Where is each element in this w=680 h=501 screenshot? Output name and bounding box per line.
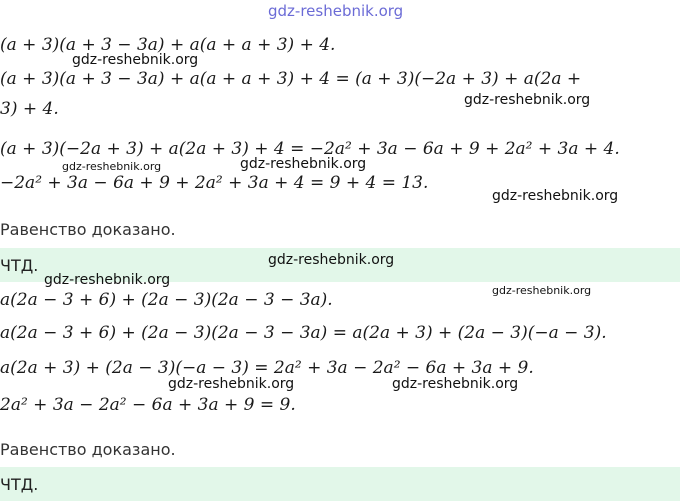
watermark-5: gdz-reshebnik.org	[492, 188, 619, 204]
math-line-4: (a + 3)(−2a + 3) + a(2a + 3) + 4 = −2a² + 3a − 6a + 9 + 2a² + 3a + 4.	[0, 139, 620, 159]
qed-text-2: ЧТД.	[0, 475, 39, 494]
math-line-1: (a + 3)(a + 3 − 3a) + a(a + a + 3) + 4.	[0, 35, 336, 55]
math-line-8: a(2a + 3) + (2a − 3)(−a − 3) = 2a² + 3a − 2a² − 6a + 3a + 9.	[0, 358, 534, 378]
math-line-7: a(2a − 3 + 6) + (2a − 3)(2a − 3 − 3a) = a(2a + 3) + (2a − 3)(−a − 3).	[0, 323, 607, 343]
math-line-5: −2a² + 3a − 6a + 9 + 2a² + 3a + 4 = 9 + 4 = 13.	[0, 173, 429, 193]
watermark-1: gdz-reshebnik.org	[72, 52, 199, 68]
math-line-6: a(2a − 3 + 6) + (2a − 3)(2a − 3 − 3a).	[0, 290, 333, 310]
watermark-header: gdz-reshebnik.org	[268, 2, 404, 20]
watermark-3: gdz-reshebnik.org	[62, 160, 162, 173]
watermark-8: gdz-reshebnik.org	[492, 284, 592, 297]
conclusion-text-2: Равенство доказано.	[0, 440, 176, 459]
watermark-7: gdz-reshebnik.org	[44, 272, 171, 288]
watermark-10: gdz-reshebnik.org	[392, 376, 519, 392]
math-line-3: 3) + 4.	[0, 99, 59, 119]
watermark-9: gdz-reshebnik.org	[168, 376, 295, 392]
watermark-6: gdz-reshebnik.org	[268, 252, 395, 268]
watermark-2: gdz-reshebnik.org	[464, 92, 591, 108]
qed-band-2	[0, 467, 680, 501]
math-line-2: (a + 3)(a + 3 − 3a) + a(a + a + 3) + 4 = (a + 3)(−2a + 3) + a(2a +	[0, 69, 582, 89]
conclusion-text-1: Равенство доказано.	[0, 220, 176, 239]
math-line-9: 2a² + 3a − 2a² − 6a + 3a + 9 = 9.	[0, 395, 296, 415]
qed-text-1: ЧТД.	[0, 256, 39, 275]
watermark-4: gdz-reshebnik.org	[240, 156, 367, 172]
